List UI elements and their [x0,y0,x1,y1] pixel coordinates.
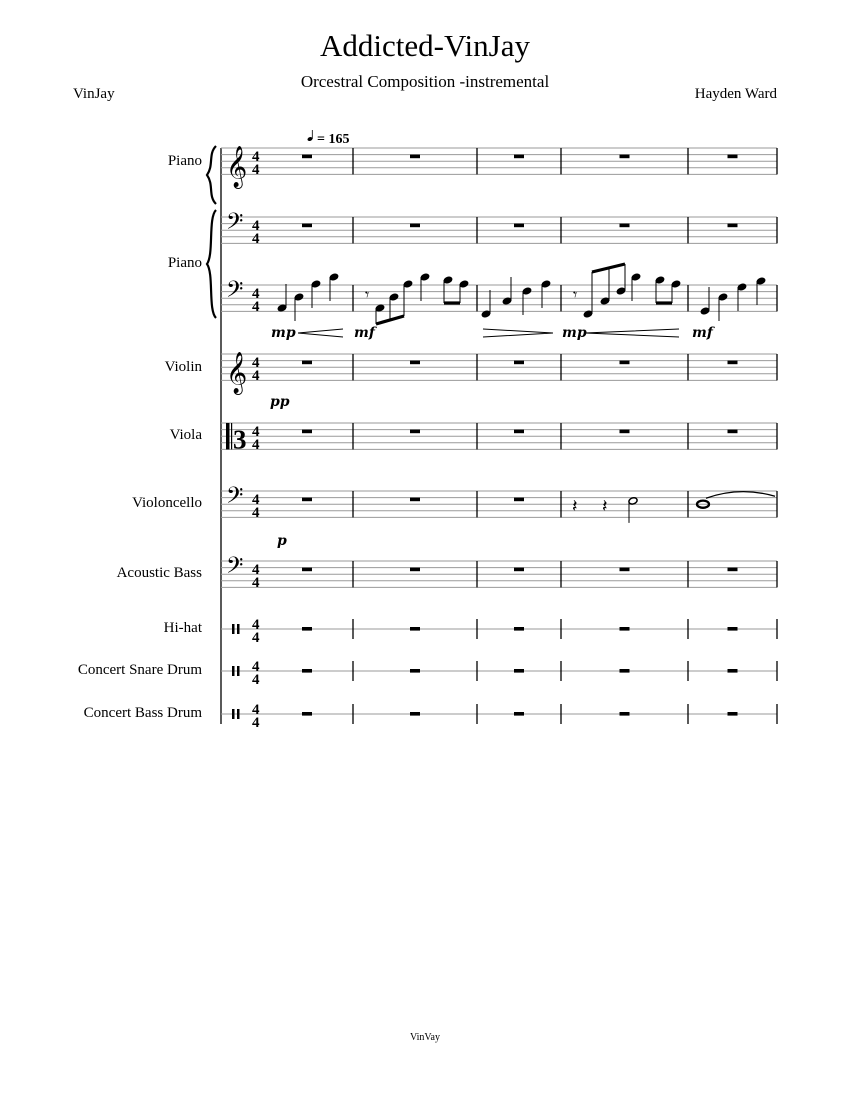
dynamic-marking: mp [271,325,296,341]
decrescendo-hairpin [483,329,553,337]
whole-rest [514,498,524,502]
instrument-label: Piano [167,255,202,271]
percussion-clef-icon [232,624,235,634]
treble-clef-icon: 𝄞 [226,146,248,188]
bass-clef-icon: 𝄢 [226,209,244,240]
score-title: Addicted-VinJay [320,28,530,63]
instrument-label: Violoncello [132,495,202,511]
whole-rest [410,224,420,228]
whole-rest [728,224,738,228]
svg-text:4: 4 [252,575,260,591]
staff-bassdrum [221,702,777,731]
time-signature: 4 [252,492,260,508]
instrument-label: Concert Snare Drum [77,662,202,678]
whole-rest [302,224,312,228]
whole-rest [410,430,420,434]
svg-text:4: 4 [252,672,260,688]
dynamic-marking: mf [692,325,713,341]
whole-rest [302,568,312,572]
brace-icon [207,146,216,204]
time-signature: 4 [252,218,260,234]
instrument-label: Acoustic Bass [116,565,202,581]
whole-rest [620,155,630,159]
composer-credit: Hayden Ward [694,86,777,102]
staff-snare [221,659,777,688]
dynamic-marking: pp [270,394,290,410]
score-subtitle: Orcestral Composition -instremental [300,72,550,91]
treble-clef-icon: 𝄞 [226,352,248,394]
bass-clef-icon: 𝄢 [226,553,244,584]
whole-rest [728,568,738,572]
whole-rest [514,224,524,228]
dynamic-marking: p [277,533,287,549]
staff-piano-bass-1 [221,209,777,247]
svg-text:4: 4 [252,368,260,384]
time-signature: 4 [252,286,260,302]
staff-piano-bass-2 [221,277,777,315]
time-signature: 4 [252,355,260,371]
whole-rest [302,361,312,365]
whole-rest [410,155,420,159]
quarter-rest: 𝄽 [602,496,608,517]
svg-text:4: 4 [252,505,260,521]
whole-rest [728,669,738,673]
percussion-clef-icon [232,709,235,719]
staff-violin [221,351,777,394]
whole-rest [620,669,630,673]
time-signature: 4 [252,617,260,633]
brace-icon [207,210,216,318]
svg-text:4: 4 [252,231,260,247]
whole-rest [302,155,312,159]
whole-rest [728,361,738,365]
whole-rest [620,361,630,365]
whole-rest [728,155,738,159]
staff-hihat [221,617,777,646]
whole-rest [302,498,312,502]
quarter-rest: 𝄽 [572,496,578,517]
instrument-label: Viola [169,427,202,443]
svg-text:= 165: = 165 [317,132,350,147]
dynamic-marking: mp [562,325,587,341]
tempo-marking [307,130,350,147]
crescendo-hairpin [298,329,343,337]
instrument-label: Hi-hat [163,620,202,636]
eighth-rest: 𝄾 [573,285,578,304]
time-signature: 4 [252,424,260,440]
staff-piano-treble [221,145,777,188]
lyricist-credit: VinJay [73,86,115,102]
bass-clef-icon: 𝄢 [226,483,244,514]
eighth-rest: 𝄾 [365,285,370,304]
instrument-label: Violin [164,359,202,375]
page-footer: VinVay [410,1032,440,1043]
whole-rest [728,627,738,631]
whole-rest [514,361,524,365]
whole-rest [620,430,630,434]
instrument-label: Concert Bass Drum [83,705,202,721]
bass-clef-icon: 𝄢 [226,277,244,308]
time-signature: 4 [252,562,260,578]
svg-text:3: 3 [233,424,247,455]
whole-rest [410,498,420,502]
whole-rest [514,669,524,673]
svg-text:4: 4 [252,437,260,453]
whole-rest [302,627,312,631]
whole-rest [410,568,420,572]
whole-rest [410,712,420,716]
time-signature: 4 [252,702,260,718]
whole-rest [620,568,630,572]
crescendo-hairpin [585,329,679,337]
whole-rest [514,568,524,572]
whole-rest [514,627,524,631]
whole-rest [410,669,420,673]
svg-text:4: 4 [252,630,260,646]
whole-rest [302,430,312,434]
staff-viola [221,423,777,454]
whole-rest [410,627,420,631]
svg-text:4: 4 [252,162,260,178]
whole-rest [302,712,312,716]
whole-rest [514,155,524,159]
svg-text:4: 4 [252,299,260,315]
piano-bass-notes [276,264,766,324]
dynamic-marking: mf [354,325,375,341]
whole-rest [302,669,312,673]
time-signature: 4 [252,659,260,675]
whole-rest [620,627,630,631]
time-signature: 4 [252,149,260,165]
alto-clef-icon [226,423,230,449]
whole-rest [728,430,738,434]
svg-text:4: 4 [252,715,260,731]
whole-rest [410,361,420,365]
whole-rest [728,712,738,716]
whole-rest [514,712,524,716]
whole-rest [620,224,630,228]
whole-rest [620,712,630,716]
whole-rest [514,430,524,434]
staff-cello [221,483,777,523]
staff-acoustic-bass [221,553,777,591]
instrument-label: Piano [167,153,202,169]
percussion-clef-icon [232,666,235,676]
